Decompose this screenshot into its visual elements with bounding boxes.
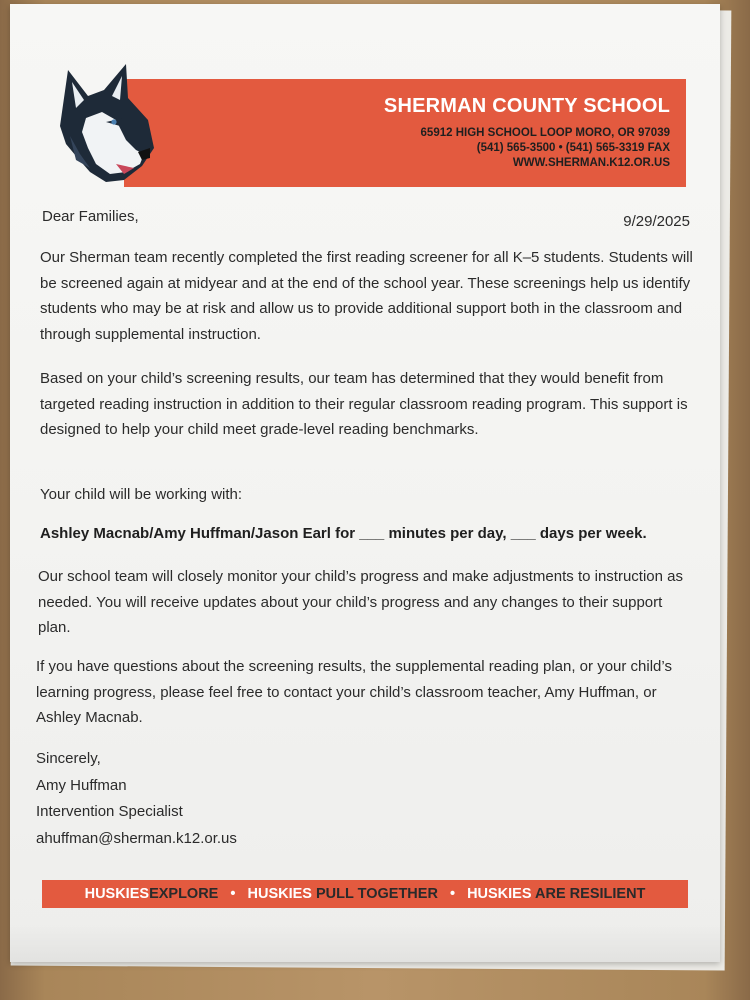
footer-motto-explore: EXPLORE [149,886,219,902]
footer-huskies-1: HUSKIES [84,886,150,902]
signature-block [36,746,237,852]
greeting: Dear Families, [42,208,139,225]
letter-page [10,4,720,962]
motto-footer-banner [42,880,688,908]
letter-date: 9/29/2025 [623,213,690,230]
closing: Sincerely, [36,750,101,767]
husky-head-icon [46,56,158,184]
school-name: SHERMAN COUNTY SCHOOL [383,95,670,117]
paragraph-working-with: Your child will be working with: [40,486,243,503]
footer-huskies-3: HUSKIES [467,886,532,902]
footer-huskies-2: HUSKIES [247,886,312,902]
paragraph-screening-overview: Our Sherman team recently completed the first reading screener for all K–5 students. Students will be screened again at midyear and at the end of the school year. These screenings help us identify students who may be at risk and allow us to provide additional support both in the classroom and through supplemental instruction. [40,249,693,343]
footer-separator: • [230,886,236,902]
school-phone: (541) 565-3500 • (541) 565-3319 FAX [476,142,670,154]
school-address: 65912 HIGH SCHOOL LOOP MORO, OR 97039 [420,127,670,139]
paragraph-contact: If you have questions about the screening results, the supplemental reading plan, or your child’s learning progress, please feel free to contact your child’s classroom teacher, Amy Huffman, or Ashley Macnab. [36,658,672,726]
paragraph-monitoring: Our school team will closely monitor your child’s progress and make adjustments to instruction as needed. You will receive updates about your child’s progress and any changes to their support plan. [38,568,683,636]
page-shadow [10,922,720,962]
footer-separator: • [449,886,456,902]
signer-email: ahuffman@sherman.k12.or.us [36,829,237,847]
letterhead-banner [124,79,686,187]
school-website: WWW.SHERMAN.K12.OR.US [512,157,670,169]
signer-name: Amy Huffman [36,776,127,794]
assignment-line: Ashley Macnab/Amy Huffman/Jason Earl for ___ minutes per day, ___ days per week. [40,525,647,542]
signer-title: Intervention Specialist [36,803,183,820]
paragraph-screening-results: Based on your child’s screening results, our team has determined that they would benefit from targeted reading instruction in addition to their regular classroom reading program. This support is designed to help your child meet grade-level reading benchmarks. [40,370,688,438]
footer-motto-pull-together: PULL TOGETHER [316,886,438,902]
footer-motto-are-resilient: ARE RESILIENT [535,886,646,902]
